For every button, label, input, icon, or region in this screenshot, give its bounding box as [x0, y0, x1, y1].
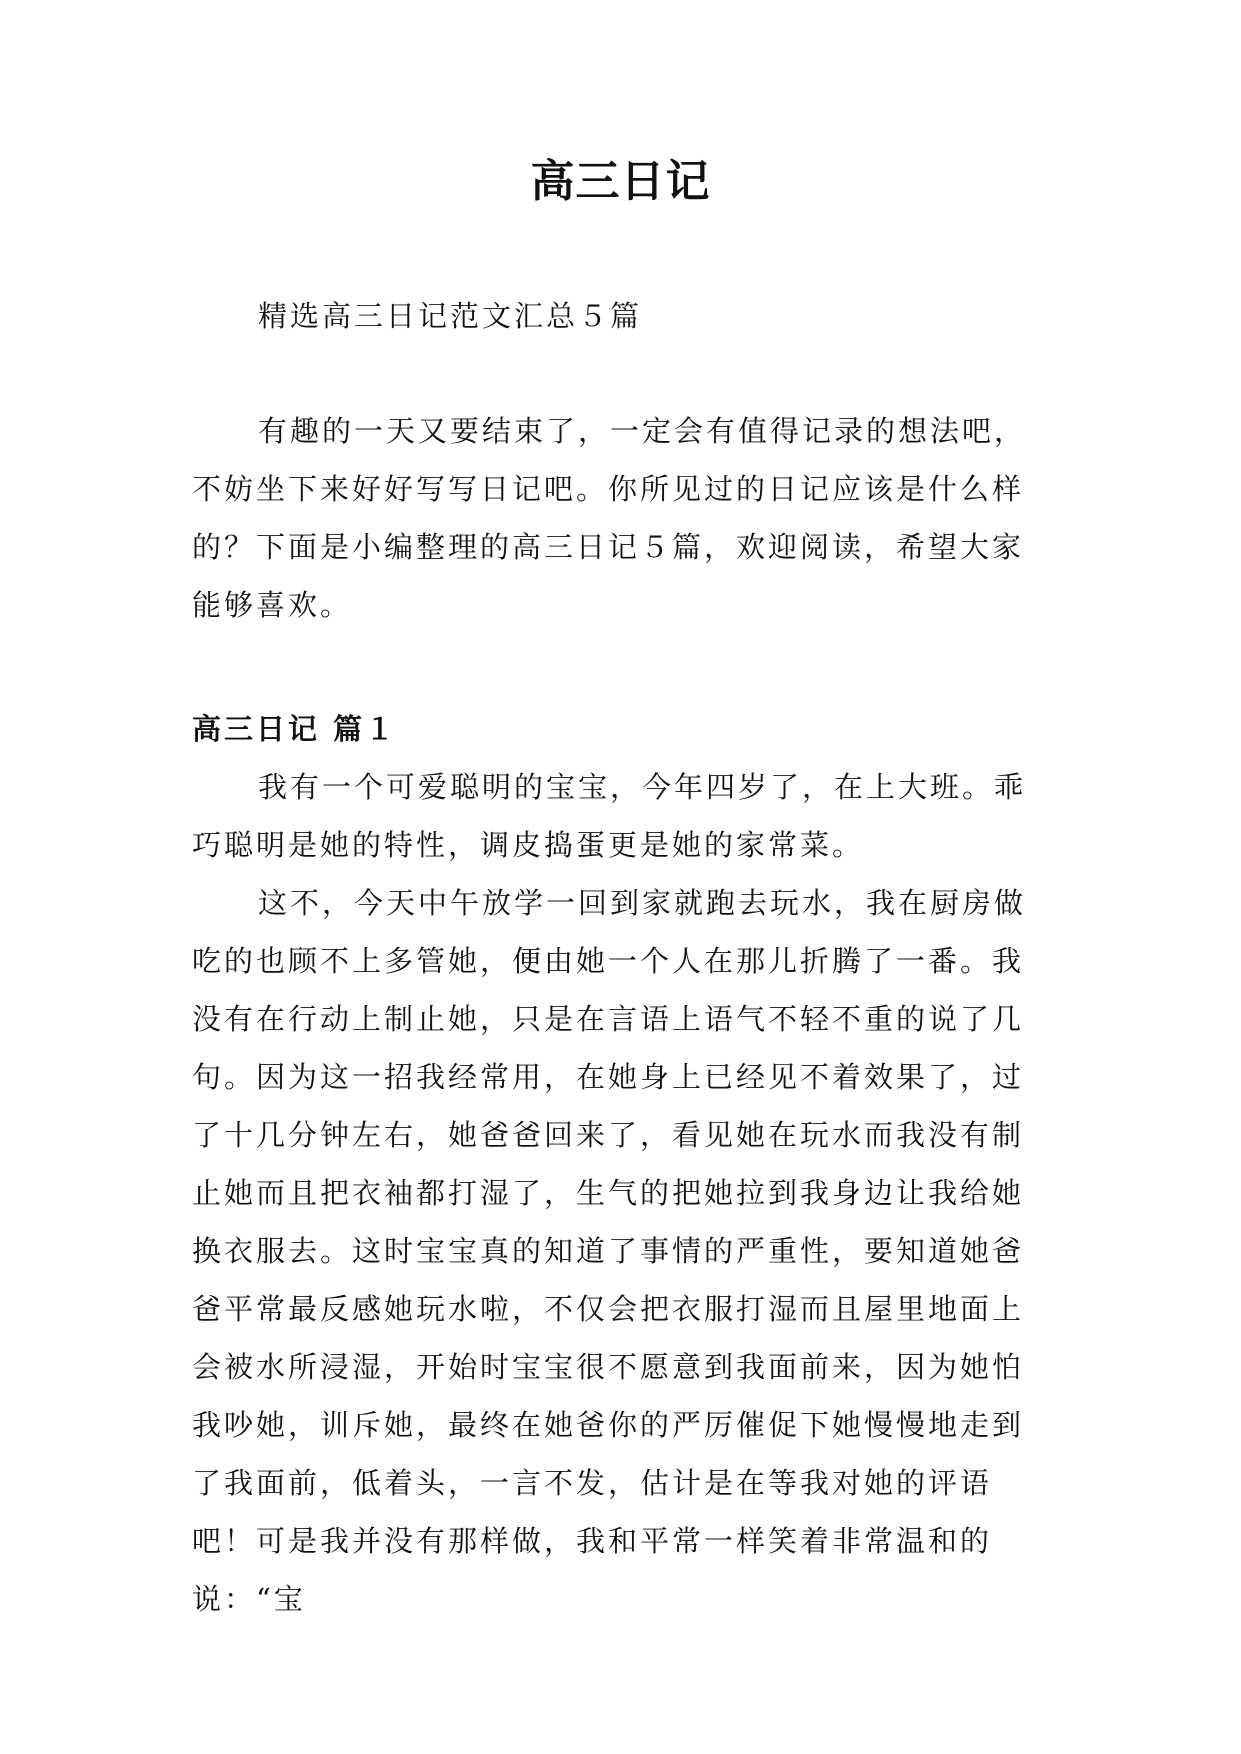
section-body [192, 758, 1054, 1628]
section-paragraph: 我有一个可爱聪明的宝宝，今年四岁了，在上大班。乖巧聪明是她的特性，调皮捣蛋更是她的家常菜。 [192, 770, 1027, 862]
section-paragraph: 这不，今天中午放学一回到家就跑去玩水，我在厨房做吃的也顾不上多管她，便由她一个人在那儿折腾了一番。我没有在行动上制止她，只是在言语上语气不轻不重的说了几句。因为这一招我经常用，在她身上已经见不着效果了，过了十几分钟左右，她爸爸回来了，看见她在玩水而我没有制止她而且把衣袖都打湿了，生气的把她拉到我身边让我给她换衣服去。这时宝宝真的知道了事情的严重性，要知道她爸爸平常最反感她玩水啦，不仅会把衣服打湿而且屋里地面上会被水所浸湿，开始时宝宝很不愿意到我面前来，因为她怕我吵她，训斥她，最终在她爸你的严厉催促下她慢慢地走到了我面前，低着头，一言不发，估计是在等我对她的评语吧！可是我并没有那样做，我和平常一样笑着非常温和的说：“宝 [192, 886, 1027, 1616]
intro-paragraph: 有趣的一天又要结束了，一定会有值得记录的想法吧，不妨坐下来好好写写日记吧。你所见过的日记应该是什么样的？下面是小编整理的高三日记５篇，欢迎阅读，希望大家能够喜欢。 [192, 414, 1027, 622]
section-heading: 高三日记 篇１ [192, 712, 398, 746]
document-title: 高三日记 [530, 156, 711, 207]
document-subtitle: 精选高三日记范文汇总５篇 [258, 299, 643, 333]
intro-block [192, 402, 1054, 634]
